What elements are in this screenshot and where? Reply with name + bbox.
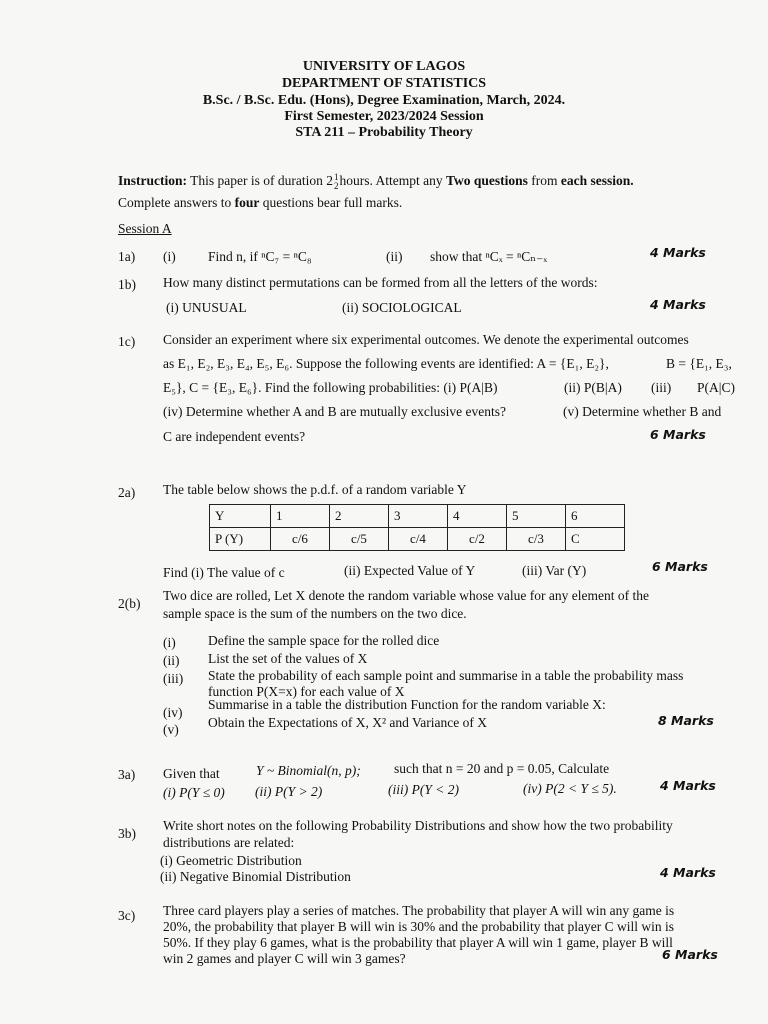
table-row — [210, 528, 625, 551]
q3a-rest: such that n = 20 and p = 0.05, Calculate — [394, 761, 610, 776]
table-row — [210, 505, 625, 528]
q1b-text: How many distinct permutations can be formed from all the letters of the words: — [163, 275, 598, 290]
semester-title: First Semester, 2023/2024 Session — [284, 109, 484, 124]
table-cell: 2 — [330, 505, 389, 528]
q3b-marks: 4 Marks — [660, 865, 716, 880]
q1a-ii-label: (ii) — [386, 249, 403, 264]
q1c-line-2b: B = {E₁, E₃, — [666, 356, 732, 371]
table-cell: c/4 — [389, 528, 448, 551]
q3a-number: 3a) — [118, 767, 136, 782]
q1c-marks: 6 Marks — [650, 427, 706, 442]
q2b-item-text: State the probability of each sample point and summarise in a table the probability mass — [208, 668, 684, 683]
q3c-line-2: 20%, the probability that player B will win is 30% and the probability that player C will win is — [163, 919, 675, 934]
q2b-item-text: function P(X=x) for each value of X — [208, 684, 405, 699]
q2a-find-ii: (ii) Expected Value of Y — [344, 563, 476, 578]
q1c-line-3d: P(A|C) — [697, 380, 735, 395]
q1b-ii: (ii) SOCIOLOGICAL — [342, 300, 462, 315]
q2a-find-i: Find (i) The value of c — [163, 565, 285, 580]
q1c-line-3b: (ii) P(B|A) — [564, 380, 622, 395]
q1c-line-5: C are independent events? — [163, 429, 306, 444]
q2b-item-number: (iii) — [163, 671, 184, 686]
pdf-table — [209, 504, 625, 551]
table-cell: 4 — [448, 505, 507, 528]
q3c-line-4: win 2 games and player C will win 3 games? — [163, 951, 406, 966]
q2b-marks: 8 Marks — [658, 713, 714, 728]
table-cell: P (Y) — [210, 528, 271, 551]
q3a-marks: 4 Marks — [660, 778, 716, 793]
instruction-line-2: Complete answers to four questions bear full marks. — [118, 195, 403, 210]
q1c-line-4a: (iv) Determine whether A and B are mutually exclusive events? — [163, 404, 507, 419]
q1c-line-3c: (iii) — [651, 380, 672, 395]
q3b-line-2: distributions are related: — [163, 835, 295, 850]
q2b-number: 2(b) — [118, 596, 141, 611]
table-cell: c/2 — [448, 528, 507, 551]
q1c-number: 1c) — [118, 334, 136, 349]
q2b-line-2: sample space is the sum of the numbers on the two dice. — [163, 606, 467, 621]
q2a-text: The table below shows the p.d.f. of a random variable Y — [163, 482, 467, 497]
q3c-line-1: Three card players play a series of matches. The probability that player A will win any game is — [163, 903, 675, 918]
q1a-marks: 4 Marks — [650, 245, 706, 260]
table-cell: 5 — [507, 505, 566, 528]
q1b-marks: 4 Marks — [650, 297, 706, 312]
q1b-number: 1b) — [118, 277, 136, 292]
university-title: UNIVERSITY OF LAGOS — [302, 59, 466, 74]
table-cell: 6 — [566, 505, 625, 528]
q3b-ii: (ii) Negative Binomial Distribution — [160, 869, 351, 884]
table-cell: c/3 — [507, 528, 566, 551]
q1a-ii-text: show that ⁿCₓ = ⁿCₙ₋ₓ — [430, 249, 548, 264]
q2a-find-iii: (iii) Var (Y) — [522, 563, 587, 578]
session-a-heading: Session A — [118, 221, 172, 236]
q3a-ii: (ii) P(Y > 2) — [255, 784, 323, 799]
q1c-line-1: Consider an experiment where six experimental outcomes. We denote the experimental outcomes — [163, 332, 689, 347]
q1a-number: 1a) — [118, 249, 136, 264]
course-title: STA 211 – Probability Theory — [295, 125, 473, 140]
q2b-line-1: Two dice are rolled, Let X denote the random variable whose value for any element of the — [163, 588, 649, 603]
duration-fraction: 1 2 — [334, 171, 339, 191]
table-cell: 3 — [389, 505, 448, 528]
q1c-line-2a: as E₁, E₂, E₃, E₄, E₅, E₆. Suppose the following events are identified: A = {E₁, E₂}, — [163, 356, 609, 371]
q2b-item-number: (ii) — [163, 653, 180, 668]
q3b-line-1: Write short notes on the following Probability Distributions and show how the two probability — [163, 818, 673, 833]
table-cell: c/5 — [330, 528, 389, 551]
table-cell: c/6 — [271, 528, 330, 551]
q2b-item-text: Obtain the Expectations of X, X² and Variance of X — [208, 715, 487, 730]
q3a-given: Given that — [163, 766, 220, 781]
q2b-item-text: Define the sample space for the rolled dice — [208, 633, 440, 648]
q3a-iv: (iv) P(2 < Y ≤ 5). — [523, 781, 617, 796]
q1b-i: (i) UNUSUAL — [166, 300, 247, 315]
q3c-marks: 6 Marks — [662, 947, 718, 962]
q1a-i-text: Find n, if ⁿC₇ = ⁿC₈ — [208, 249, 312, 264]
q1c-line-4b: (v) Determine whether B and — [563, 404, 722, 419]
q3a-dist: Y ~ Binomial(n, p); — [256, 763, 361, 778]
q2b-item-text: Summarise in a table the distribution Function for the random variable X: — [208, 697, 606, 712]
instruction-label: Instruction: — [118, 173, 188, 188]
q1c-line-3a: E₅}, C = {E₃, E₆}. Find the following probabilities: (i) P(A|B) — [163, 380, 498, 395]
table-cell: Y — [210, 505, 271, 528]
instruction-line-1: Instruction: This paper is of duration 2 1 2 hours. Attempt any Two questions from each session. — [118, 171, 634, 191]
q3b-number: 3b) — [118, 826, 136, 841]
q2a-marks: 6 Marks — [652, 559, 708, 574]
department-title: DEPARTMENT OF STATISTICS — [281, 76, 487, 91]
q3b-i: (i) Geometric Distribution — [160, 853, 302, 868]
q3a-i: (i) P(Y ≤ 0) — [163, 785, 225, 800]
q3c-number: 3c) — [118, 908, 136, 923]
table-cell: C — [566, 528, 625, 551]
degree-title: B.Sc. / B.Sc. Edu. (Hons), Degree Examination, March, 2024. — [202, 93, 566, 108]
q1a-i-label: (i) — [163, 249, 176, 264]
q2b-item-number: (iv) — [163, 705, 183, 720]
q2a-number: 2a) — [118, 485, 136, 500]
q3c-line-3: 50%. If they play 6 games, what is the probability that player A will win 1 game, player B will — [163, 935, 673, 950]
q3a-iii: (iii) P(Y < 2) — [388, 782, 459, 797]
q2b-item-number: (v) — [163, 722, 179, 737]
table-cell: 1 — [271, 505, 330, 528]
q2b-item-number: (i) — [163, 635, 176, 650]
q2b-item-text: List the set of the values of X — [208, 651, 368, 666]
